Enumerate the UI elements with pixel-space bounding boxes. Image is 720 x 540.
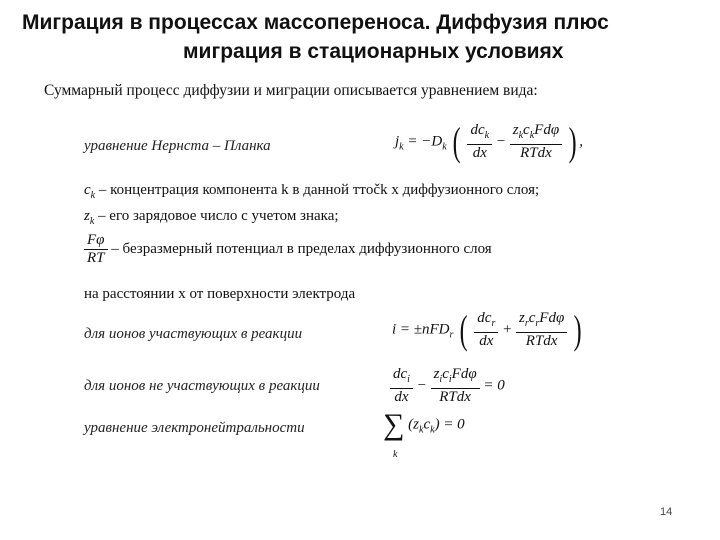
equation-ions-participating: i = ±nFD$_r$ ( $\frac{dc_r}{dx}$ + $\frac{z_rc_rFd\varphi}{\text{RTdx}}$ ) — [392, 307, 582, 352]
definition-zk: $z_k$ – его зарядовое число с учетом знака; — [84, 208, 339, 227]
page-number: 14 — [660, 506, 673, 518]
label-ions-not-participating: для ионов не участвующих в реакции — [84, 378, 320, 394]
definition-distance: на расстоянии х от поверхности электрода — [84, 286, 356, 302]
label-nernst-planck: уравнение Нернста – Планка — [84, 138, 271, 154]
definition-potential: $\frac{F\varphi}{RT}$ – безразмерный потенциал в пределах диффузионного слоя — [84, 232, 492, 267]
label-ions-participating: для ионов участвующих в реакции — [84, 326, 303, 342]
title-line-2: миграция в стационарных условиях — [183, 40, 564, 63]
label-electroneutrality: уравнение электронейтральности — [84, 420, 305, 436]
definition-ck: $c_k$ – концентрация компонента k в данной ттočk x диффузионного слоя; — [84, 182, 540, 201]
equation-ions-not-participating: $\frac{dc_i}{dx}$ − $\frac{z_ic_iFd\varphi}{\text{RTdx}}$ = 0 — [390, 366, 505, 406]
definition-ck-text: – концентрация компонента k в данной ттočk x диффузионного слоя; — [98, 182, 540, 198]
equation-electroneutrality: ∑ k $(z_kc_k) = 0$ — [383, 408, 465, 460]
slide-title — [0, 8, 720, 66]
intro-text: Суммарный процесс диффузии и миграции описывается уравнением вида: — [44, 82, 538, 99]
definition-potential-text: – безразмерный потенциал в пределах диффузионного слоя — [111, 240, 492, 257]
definition-zk-text: – его зарядовое число с учетом знака; — [98, 208, 339, 224]
title-line-1: Миграция в процессах массопереноса. Диффузия плюс — [22, 11, 609, 34]
equation-nernst-planck: $j_k = -D_k$ ( $\frac{dc_k}{dx}$ − $\frac{z_kc_kFd\varphi}{\text{RTdx}}$ ) , — [395, 119, 583, 164]
